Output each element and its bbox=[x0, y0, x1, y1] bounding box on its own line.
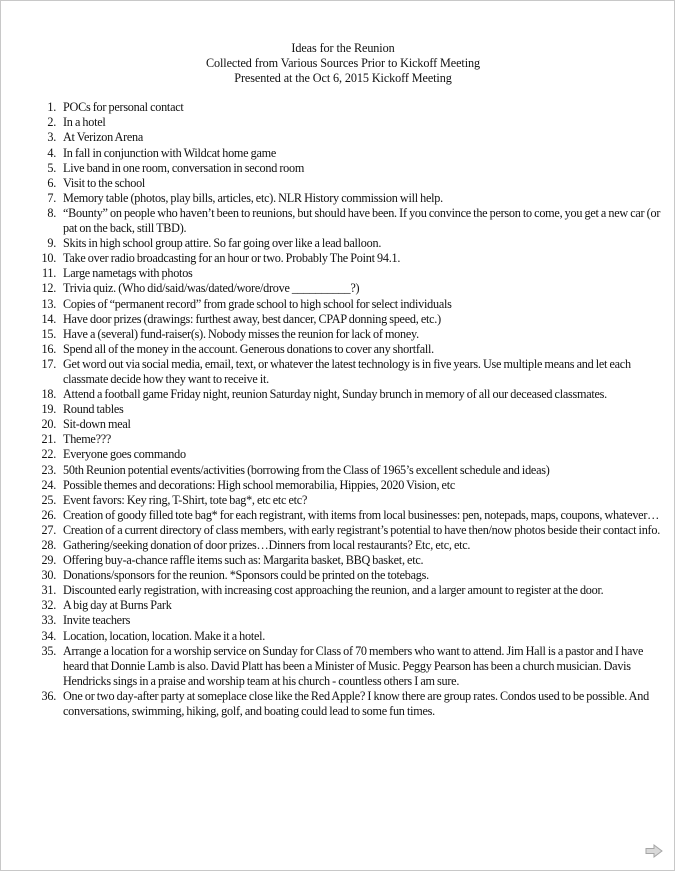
list-item-text: A big day at Burns Park bbox=[63, 598, 172, 613]
document-subtitle: Collected from Various Sources Prior to Kickoff Meeting bbox=[206, 56, 480, 71]
list-item-number: 9. bbox=[47, 236, 56, 251]
list-item-text: Attend a football game Friday night, reunion Saturday night, Sunday brunch in memory of all our deceased classmates. bbox=[63, 387, 607, 402]
list-item-text: Invite teachers bbox=[63, 613, 131, 628]
list-item-text: At Verizon Arena bbox=[63, 130, 144, 145]
list-item-text: Possible themes and decorations: High school memorabilia, Hippies, 2020 Vision, etc bbox=[63, 477, 456, 492]
list-item bbox=[25, 689, 661, 719]
list-item-text: POCs for personal contact bbox=[63, 100, 184, 115]
list-item bbox=[25, 538, 661, 553]
list-item-number: 17. bbox=[41, 356, 56, 371]
list-item bbox=[25, 463, 661, 478]
list-item bbox=[25, 176, 661, 191]
list-item bbox=[25, 130, 661, 145]
document-title: Ideas for the Reunion bbox=[291, 41, 395, 55]
list-item-text: Discounted early registration, with increasing cost approaching the reunion, and a larger amount to register at the door. bbox=[63, 583, 604, 598]
list-item-number: 4. bbox=[47, 145, 56, 160]
list-item-text: Round tables bbox=[63, 402, 124, 417]
list-item-text: Visit to the school bbox=[63, 175, 146, 190]
list-item-text: Donations/sponsors for the reunion. *Sponsors could be printed on the totebags. bbox=[63, 568, 429, 583]
list-item bbox=[25, 146, 661, 161]
list-item-number: 10. bbox=[41, 251, 56, 266]
list-item bbox=[25, 644, 661, 689]
list-item-number: 16. bbox=[41, 341, 56, 356]
list-item bbox=[25, 523, 661, 538]
list-item-number: 20. bbox=[41, 417, 56, 432]
list-item-text: Arrange a location for a worship service on Sunday for Class of 70 members who want to attend. Jim Hall is a pastor and I have heard that Donnie Lamb is also. David Platt has been a Minister of Music. Peggy Pearson has been a church musician. Davis Hendricks sings in a praise and worship team at his church - countless others I am sure. bbox=[63, 643, 644, 688]
list-item-text: Get word out via social media, email, text, or whatever the latest technology is in five years. Use multiple means and let each classmate decide how they want to receive it. bbox=[63, 356, 631, 386]
list-item bbox=[25, 598, 661, 613]
list-item bbox=[25, 613, 661, 628]
list-item bbox=[25, 100, 661, 115]
list-item-number: 30. bbox=[41, 568, 56, 583]
list-item-number: 34. bbox=[41, 628, 56, 643]
list-item-number: 18. bbox=[41, 387, 56, 402]
list-item-number: 28. bbox=[41, 538, 56, 552]
list-item-text: Trivia quiz. (Who did/said/was/dated/wore/drove __________?) bbox=[63, 281, 360, 296]
list-item-text: Large nametags with photos bbox=[63, 266, 193, 281]
list-item-text: Skits in high school group attire. So far going over like a lead balloon. bbox=[63, 236, 382, 251]
list-item-number: 22. bbox=[41, 447, 56, 462]
ideas-list bbox=[25, 100, 661, 719]
document-page bbox=[25, 41, 661, 719]
list-item-number: 24. bbox=[41, 477, 56, 492]
list-item-text: Take over radio broadcasting for an hour or two. Probably The Point 94.1. bbox=[63, 251, 401, 266]
list-item-text: Gathering/seeking donation of door prizes…Dinners from local restaurants? Etc, etc, etc. bbox=[63, 538, 471, 552]
list-item-number: 1. bbox=[47, 100, 56, 115]
list-item-text: Have a (several) fund-raiser(s). Nobody misses the reunion for lack of money. bbox=[63, 326, 419, 341]
list-item bbox=[25, 327, 661, 342]
list-item bbox=[25, 508, 661, 523]
list-item-text: Copies of “permanent record” from grade school to high school for select individuals bbox=[63, 296, 452, 311]
list-item bbox=[25, 236, 661, 251]
list-item-text: Theme??? bbox=[63, 432, 112, 447]
document-header bbox=[25, 41, 661, 86]
list-item-number: 27. bbox=[41, 522, 56, 537]
list-item-number: 35. bbox=[41, 643, 56, 658]
list-item bbox=[25, 266, 661, 281]
list-item-number: 12. bbox=[41, 281, 56, 296]
list-item bbox=[25, 417, 661, 432]
list-item bbox=[25, 206, 661, 236]
list-item-text: Spend all of the money in the account. Generous donations to cover any shortfall. bbox=[63, 341, 434, 356]
list-item-text: In fall in conjunction with Wildcat home game bbox=[63, 145, 276, 160]
list-item bbox=[25, 251, 661, 266]
list-item bbox=[25, 432, 661, 447]
list-item bbox=[25, 568, 661, 583]
list-item-text: Creation of goody filled tote bag* for each registrant, with items from local businesses: pen, notepads, maps, coupons, whatever… bbox=[63, 507, 660, 522]
list-item-text: Memory table (photos, play bills, articles, etc). NLR History commission will help. bbox=[63, 190, 443, 205]
list-item bbox=[25, 357, 661, 387]
list-item-text: Location, location, location. Make it a hotel. bbox=[63, 628, 266, 643]
list-item bbox=[25, 478, 661, 493]
list-item-number: 31. bbox=[41, 583, 56, 598]
list-item-text: 50th Reunion potential events/activities (borrowing from the Class of 1965’s excellent schedule and ideas) bbox=[63, 462, 550, 477]
list-item-text: Event favors: Key ring, T-Shirt, tote bag*, etc etc etc? bbox=[63, 492, 308, 507]
list-item bbox=[25, 297, 661, 312]
list-item-number: 21. bbox=[41, 432, 56, 447]
list-item bbox=[25, 342, 661, 357]
list-item-number: 23. bbox=[41, 462, 56, 477]
list-item-number: 33. bbox=[41, 613, 56, 628]
list-item bbox=[25, 553, 661, 568]
list-item-number: 5. bbox=[47, 160, 56, 175]
list-item-number: 19. bbox=[41, 402, 56, 417]
list-item-text: Have door prizes (drawings: furthest away, best dancer, CPAP donning speed, etc.) bbox=[63, 311, 441, 326]
list-item-text: Everyone goes commando bbox=[63, 447, 186, 462]
list-item-text: One or two day-after party at someplace close like the Red Apple? I know there are group rates. Condos used to be possible. And conversations, swimming, hiking, golf, and boating could lead to some fun times. bbox=[63, 688, 649, 719]
next-page-arrow-icon[interactable] bbox=[645, 844, 663, 858]
list-item bbox=[25, 115, 661, 130]
list-item-text: Creation of a current directory of class members, with early registrant’s potential to have then/now photos beside their contact info. bbox=[63, 522, 660, 537]
list-item-number: 14. bbox=[41, 311, 56, 326]
list-item-text: In a hotel bbox=[63, 115, 106, 130]
list-item-number: 13. bbox=[41, 296, 56, 311]
list-item-text: “Bounty” on people who haven’t been to reunions, but should have been. If you convince the person to come, you get a new car (or pat on the back, still TBD). bbox=[63, 205, 661, 236]
list-item-text: Live band in one room, conversation in second room bbox=[63, 160, 305, 175]
list-item bbox=[25, 629, 661, 644]
list-item bbox=[25, 402, 661, 417]
list-item bbox=[25, 191, 661, 206]
list-item-text: Sit-down meal bbox=[63, 417, 131, 432]
list-item-text: Offering buy-a-chance raffle items such as: Margarita basket, BBQ basket, etc. bbox=[63, 553, 424, 568]
list-item-number: 15. bbox=[41, 326, 56, 341]
list-item-number: 8. bbox=[47, 205, 56, 220]
list-item bbox=[25, 447, 661, 462]
list-item-number: 2. bbox=[47, 115, 56, 130]
list-item-number: 11. bbox=[41, 266, 56, 281]
list-item bbox=[25, 312, 661, 327]
list-item bbox=[25, 493, 661, 508]
list-item bbox=[25, 387, 661, 402]
document-presented-line: Presented at the Oct 6, 2015 Kickoff Meeting bbox=[234, 71, 452, 86]
list-item-number: 6. bbox=[47, 175, 56, 190]
list-item-number: 3. bbox=[47, 130, 56, 145]
list-item bbox=[25, 583, 661, 598]
list-item bbox=[25, 161, 661, 176]
list-item-number: 25. bbox=[41, 492, 56, 507]
list-item-number: 36. bbox=[41, 688, 56, 703]
list-item-number: 32. bbox=[41, 598, 56, 613]
list-item-number: 26. bbox=[41, 507, 56, 522]
list-item bbox=[25, 281, 661, 296]
list-item-number: 29. bbox=[41, 553, 56, 568]
list-item-number: 7. bbox=[47, 190, 56, 205]
